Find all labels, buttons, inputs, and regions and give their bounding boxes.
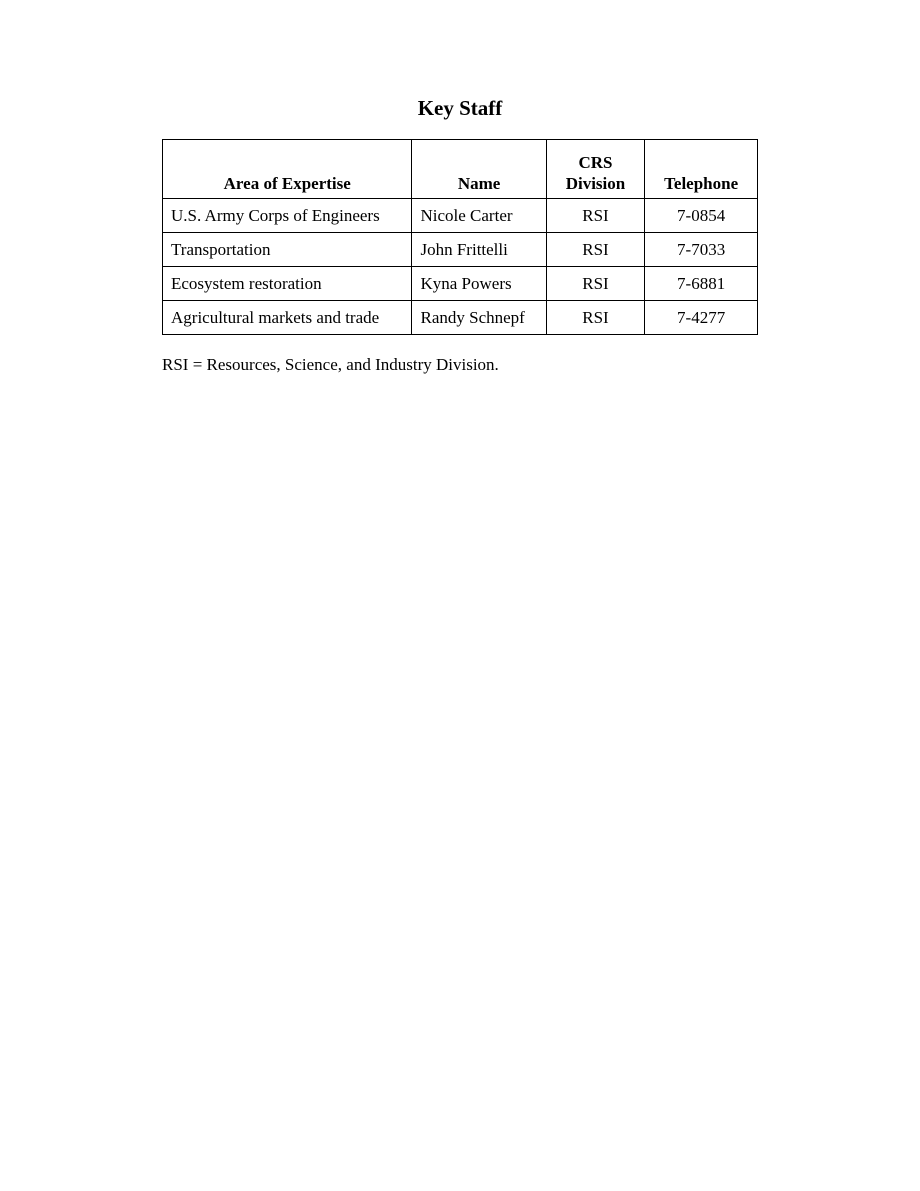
header-area-of-expertise: Area of Expertise	[163, 140, 412, 199]
cell-area: Transportation	[163, 233, 412, 267]
cell-division: RSI	[546, 267, 645, 301]
table-row	[163, 267, 758, 301]
cell-area: Ecosystem restoration	[163, 267, 412, 301]
cell-division: RSI	[546, 233, 645, 267]
table-header	[163, 140, 758, 199]
header-crs-division	[546, 140, 645, 199]
cell-name: Randy Schnepf	[412, 301, 546, 335]
cell-name: John Frittelli	[412, 233, 546, 267]
cell-division: RSI	[546, 301, 645, 335]
cell-telephone: 7-6881	[645, 267, 758, 301]
cell-area: Agricultural markets and trade	[163, 301, 412, 335]
page-title: Key Staff	[417, 96, 503, 120]
table-row	[163, 199, 758, 233]
footnote: RSI = Resources, Science, and Industry Division.	[162, 355, 499, 374]
cell-name: Kyna Powers	[412, 267, 546, 301]
cell-area: U.S. Army Corps of Engineers	[163, 199, 412, 233]
table-row	[163, 301, 758, 335]
cell-telephone: 7-7033	[645, 233, 758, 267]
header-name: Name	[412, 140, 546, 199]
cell-division: RSI	[546, 199, 645, 233]
cell-telephone: 7-4277	[645, 301, 758, 335]
cell-telephone: 7-0854	[645, 199, 758, 233]
header-crs-division-line2: Division	[565, 174, 626, 193]
key-staff-table	[162, 139, 758, 335]
header-telephone: Telephone	[645, 140, 758, 199]
table-body	[163, 199, 758, 335]
table-header-row	[163, 140, 758, 199]
cell-name: Nicole Carter	[412, 199, 546, 233]
table-row	[163, 233, 758, 267]
header-crs-division-line1: CRS	[578, 153, 613, 172]
